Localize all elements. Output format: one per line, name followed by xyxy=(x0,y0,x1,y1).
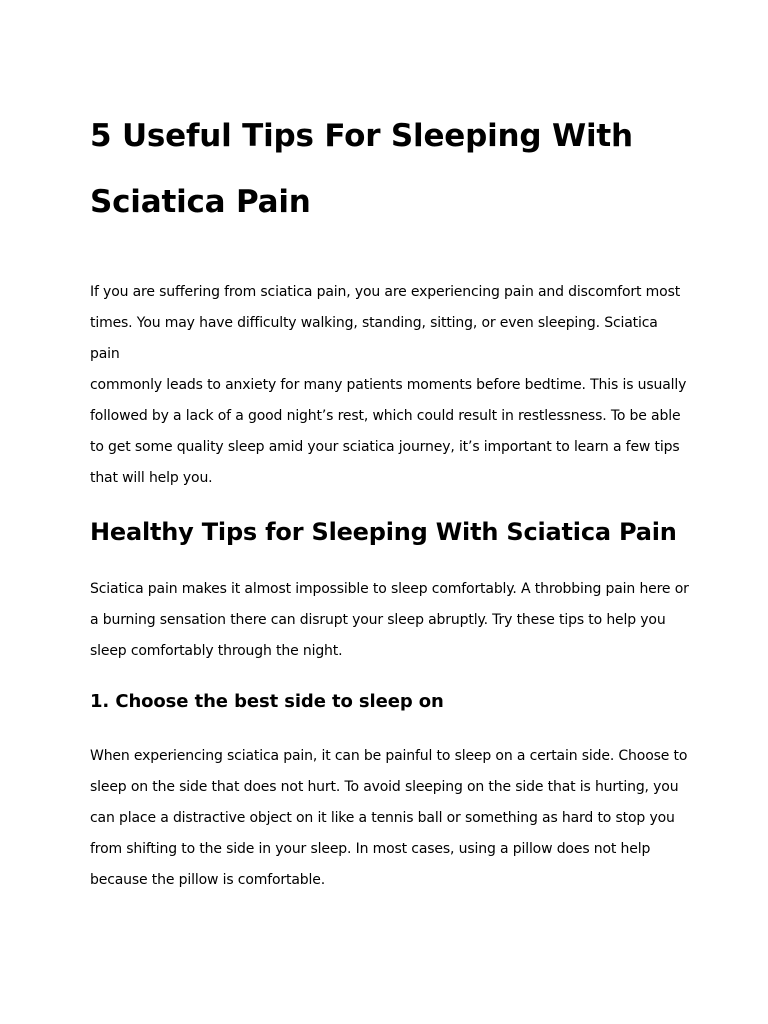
paragraph-line: Sciatica pain makes it almost impossible to sleep comfortably. A throbbing pain here or xyxy=(90,581,689,597)
document-title xyxy=(90,103,690,235)
paragraph-line: that will help you. xyxy=(90,470,213,486)
paragraph-line: commonly leads to anxiety for many patients moments before bedtime. This is usually xyxy=(90,377,687,393)
paragraph-line: a burning sensation there can disrupt your sleep abruptly. Try these tips to help you xyxy=(90,612,666,628)
paragraph-line: sleep comfortably through the night. xyxy=(90,643,343,659)
paragraph-line: If you are suffering from sciatica pain, you are experiencing pain and discomfort most xyxy=(90,284,681,300)
paragraph-line: sleep on the side that does not hurt. To avoid sleeping on the side that is hurting, you xyxy=(90,779,679,795)
section-heading: Healthy Tips for Sleeping With Sciatica Pain xyxy=(90,518,677,546)
paragraph-line: times. You may have difficulty walking, standing, sitting, or even sleeping. Sciatica pain xyxy=(90,315,658,362)
paragraph-line: can place a distractive object on it like a tennis ball or something as hard to stop you xyxy=(90,810,675,826)
paragraph-line: followed by a lack of a good night’s rest, which could result in restlessness. To be able xyxy=(90,408,681,424)
title-line: 5 Useful Tips For Sleeping With xyxy=(90,118,633,154)
tip-heading: 1. Choose the best side to sleep on xyxy=(90,691,444,712)
title-line: Sciatica Pain xyxy=(90,184,311,220)
paragraph-line: from shifting to the side in your sleep. In most cases, using a pillow does not help xyxy=(90,841,651,857)
section-paragraph xyxy=(90,574,690,667)
document-page xyxy=(90,103,690,896)
paragraph-line: When experiencing sciatica pain, it can be painful to sleep on a certain side. Choose to xyxy=(90,748,688,764)
intro-paragraph xyxy=(90,277,690,494)
tip-paragraph xyxy=(90,741,690,896)
paragraph-line: because the pillow is comfortable. xyxy=(90,872,326,888)
paragraph-line: to get some quality sleep amid your sciatica journey, it’s important to learn a few tips xyxy=(90,439,680,455)
